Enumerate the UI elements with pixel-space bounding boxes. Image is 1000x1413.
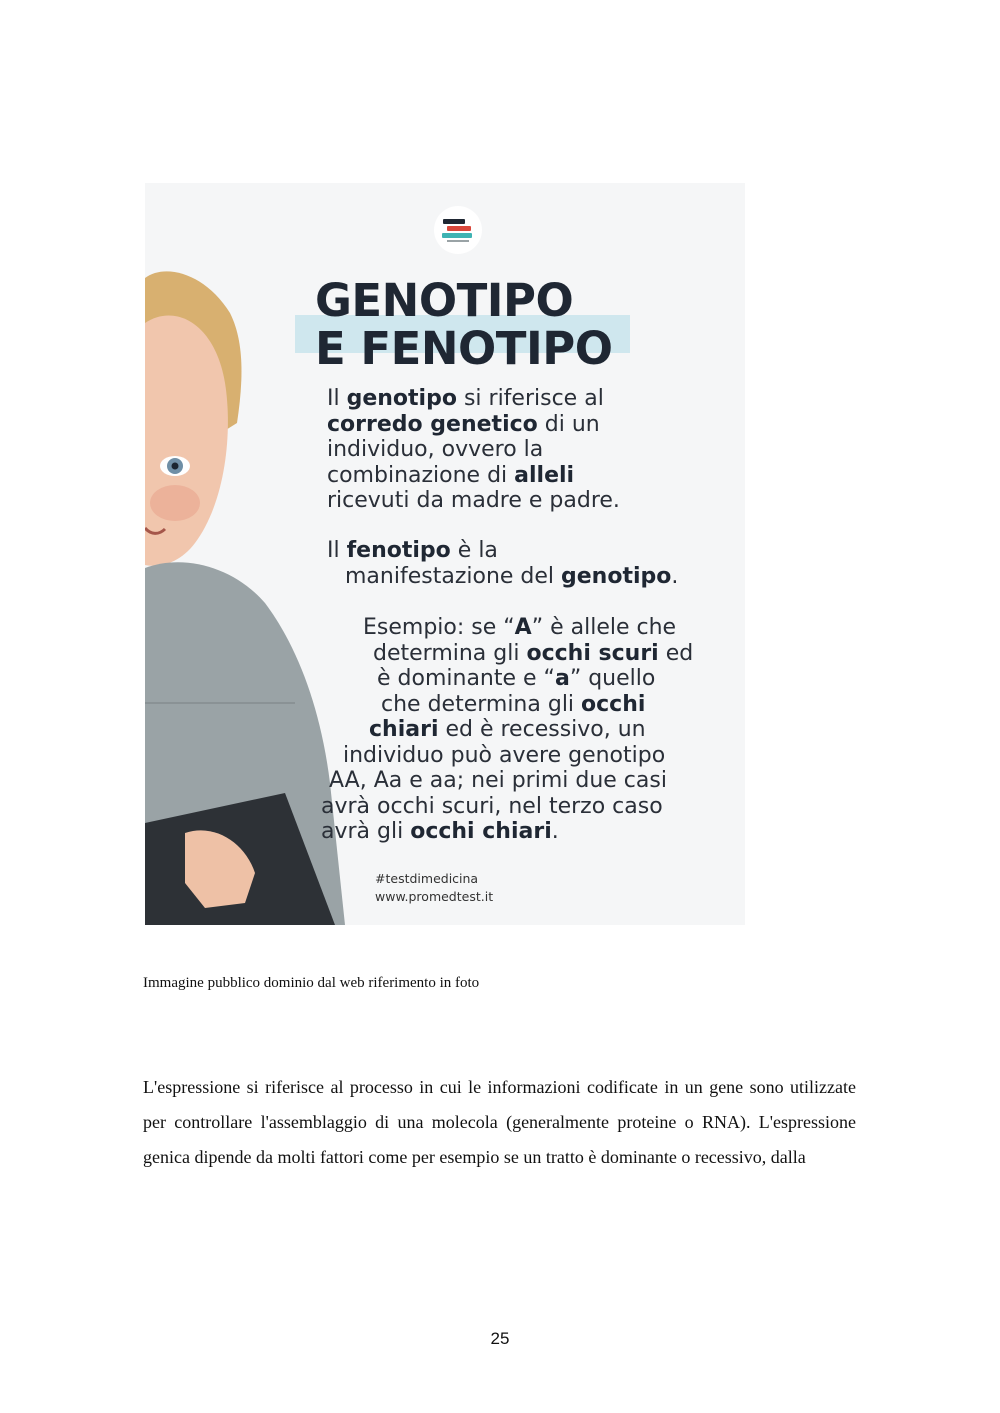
poster-footer (375, 870, 493, 906)
title-line-2: E FENOTIPO (315, 322, 613, 375)
promedtest-logo (433, 205, 483, 255)
genotype-paragraph: Il genotipo si riferisce al corredo genetico di un individuo, ovvero la combinazione di alleli ricevuti da madre e padre. (327, 386, 620, 513)
hashtag-text: #testdimedicina (375, 871, 479, 886)
body-paragraph: L'espressione si riferisce al processo in cui le informazioni codificate in un gene sono utilizzate per controllare l'assemblaggio di una molecola (generalmente proteine o RNA). L'espressione genica dipende da molti fattori come per esempio se un tratto è dominante o recessivo, dalla (143, 1077, 856, 1167)
phenotype-paragraph: Il fenotipo è la manifestazione del genotipo. (327, 538, 679, 589)
phenotype-term: fenotipo (346, 538, 451, 563)
page-number: 25 (490, 1329, 510, 1348)
genotype-term: genotipo (346, 386, 457, 411)
poster-title (315, 274, 613, 375)
title-line-1: GENOTIPO (315, 274, 574, 327)
example-paragraph: Esempio: se “A” è allele che determina gli occhi scuri ed è dominante e “a” quello che determina gli occhi chiari ed è recessivo, un individuo può avere genotipo AA, Aa e aa; nei primi due casi avrà occhi scuri, nel terzo caso avrà gli occhi chiari. (321, 615, 694, 844)
figure-caption: Immagine pubblico dominio dal web riferimento in foto (143, 975, 480, 991)
website-text: www.promedtest.it (375, 889, 494, 904)
poster-image (145, 183, 745, 925)
